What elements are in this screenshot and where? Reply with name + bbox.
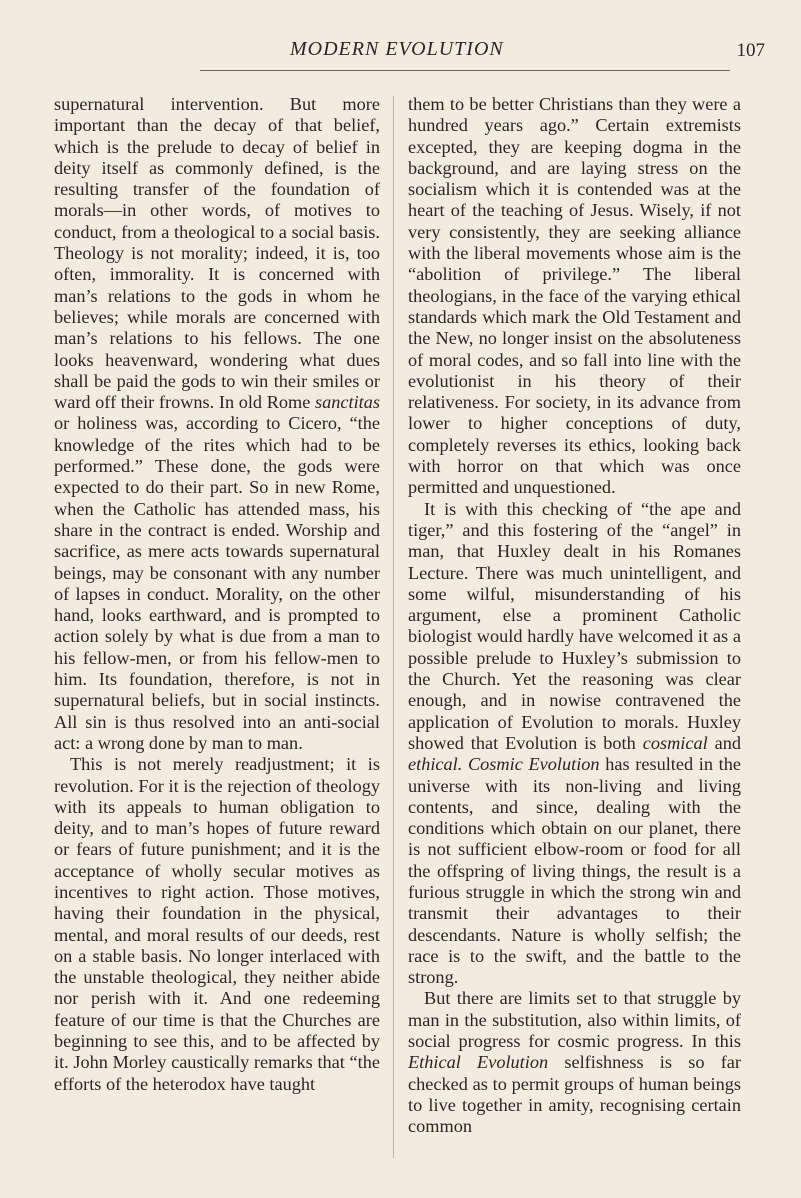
- emphasis: Ethical Evolution: [408, 1052, 549, 1073]
- paragraph: This is not merely readjustment; it is revolution. For it is the rejection of theology with its appeals to human obligation to deity, and to man’s hopes of future reward or fears of future punishment; and it is the acceptance of wholly secular motives as incentives to right action. Those motives, having their foundation in the physical, mental, and moral results of our deeds, rest on a stable basis. No longer interlaced with the unstable theological, they neither abide nor perish with it. And one redeeming feature of our time is that the Churches are beginning to see this, and to be affected by it. John Morley caustically remarks that “the efforts of the heterodox have taught: [54, 754, 380, 1094]
- paragraph: But there are limits set to that struggle by man in the substitution, also within limits, of social progress for cosmic progress. In this Ethical Evolution selfishness is so far checked as to permit groups of human beings to live together in amity, recognising certain common: [408, 988, 742, 1137]
- emphasis: sanctitas: [314, 392, 380, 413]
- emphasis: cosmical: [642, 732, 708, 753]
- header-rule: [200, 70, 730, 71]
- emphasis: ethical. Cosmic Evolution: [408, 754, 600, 775]
- column-divider: [393, 96, 394, 1158]
- left-column: [54, 94, 380, 1095]
- paragraph: supernatural intervention. But more important than the decay of that belief, which is the prelude to decay of belief in deity itself as commonly defined, is the resulting transfer of the foundation of morals—in other words, of motives to conduct, from a theological to a social basis. Theology is not morality; indeed, it is, too often, immorality. It is concerned with man’s relations to the gods in whom he believes; while morals are concerned with man’s relations to his fellows. The one looks heavenward, wondering what dues shall be paid the gods to win their smiles or ward off their frowns. In old Rome sanctitas or holiness was, according to Cicero, “the knowledge of the rites which had to be performed.” These done, the gods were expected to do their part. So in new Rome, when the Catholic has attended mass, his share in the contract is ended. Worship and sacrifice, as mere acts towards supernatural beings, may be consonant with any number of lapses in conduct. Morality, on the other hand, looks earthward, and is prompted to action solely by what is due from a man to his fellow-men, or from his fellow-men to him. Its foundation, therefore, is not in supernatural beliefs, but in social instincts. All sin is thus resolved into an anti-social act: a wrong done by man to man.: [54, 94, 380, 753]
- right-column: [408, 94, 741, 1138]
- page-number: 107: [736, 40, 765, 61]
- paragraph: It is with this checking of “the ape and tiger,” and this fostering of the “angel” in man, that Huxley dealt in his Romanes Lecture. There was much unintelligent, and some wilful, misunderstanding of his argument, else a prominent Catholic biologist would hardly have welcomed it as a possible prelude to Huxley’s submission to the Church. Yet the reasoning was clear enough, and in nowise contravened the application of Evolution to morals. Huxley showed that Evolution is both cosmical and ethical. Cosmic Evolution has resulted in the universe with its non-living and living contents, and since, dealing with the conditions which obtain on our planet, there is not sufficient elbow-room or food for all the offspring of living things, the result is a furious struggle in which the strong win and transmit their advantages to their descendants. Nature is wholly selfish; the race is to the swift, and the battle to the strong.: [408, 498, 742, 988]
- paragraph: them to be better Christians than they were a hundred years ago.” Certain extremists excepted, they are keeping dogma in the background, and are laying stress on the socialism which it is contended was at the heart of the teaching of Jesus. Wisely, if not very consistently, they are seeking alliance with the liberal movements whose aim is the “abolition of privilege.” The liberal theologians, in the face of the varying ethical standards which mark the Old Testament and the New, no longer insist on the absoluteness of moral codes, and so fall into line with the evolutionist in his theory of their relativeness. For society, in its advance from lower to higher conceptions of duty, completely reverses its ethics, looking back with horror on that which was once permitted and unquestioned.: [408, 94, 741, 498]
- running-head: [0, 38, 801, 68]
- running-title: MODERN EVOLUTION: [290, 38, 504, 60]
